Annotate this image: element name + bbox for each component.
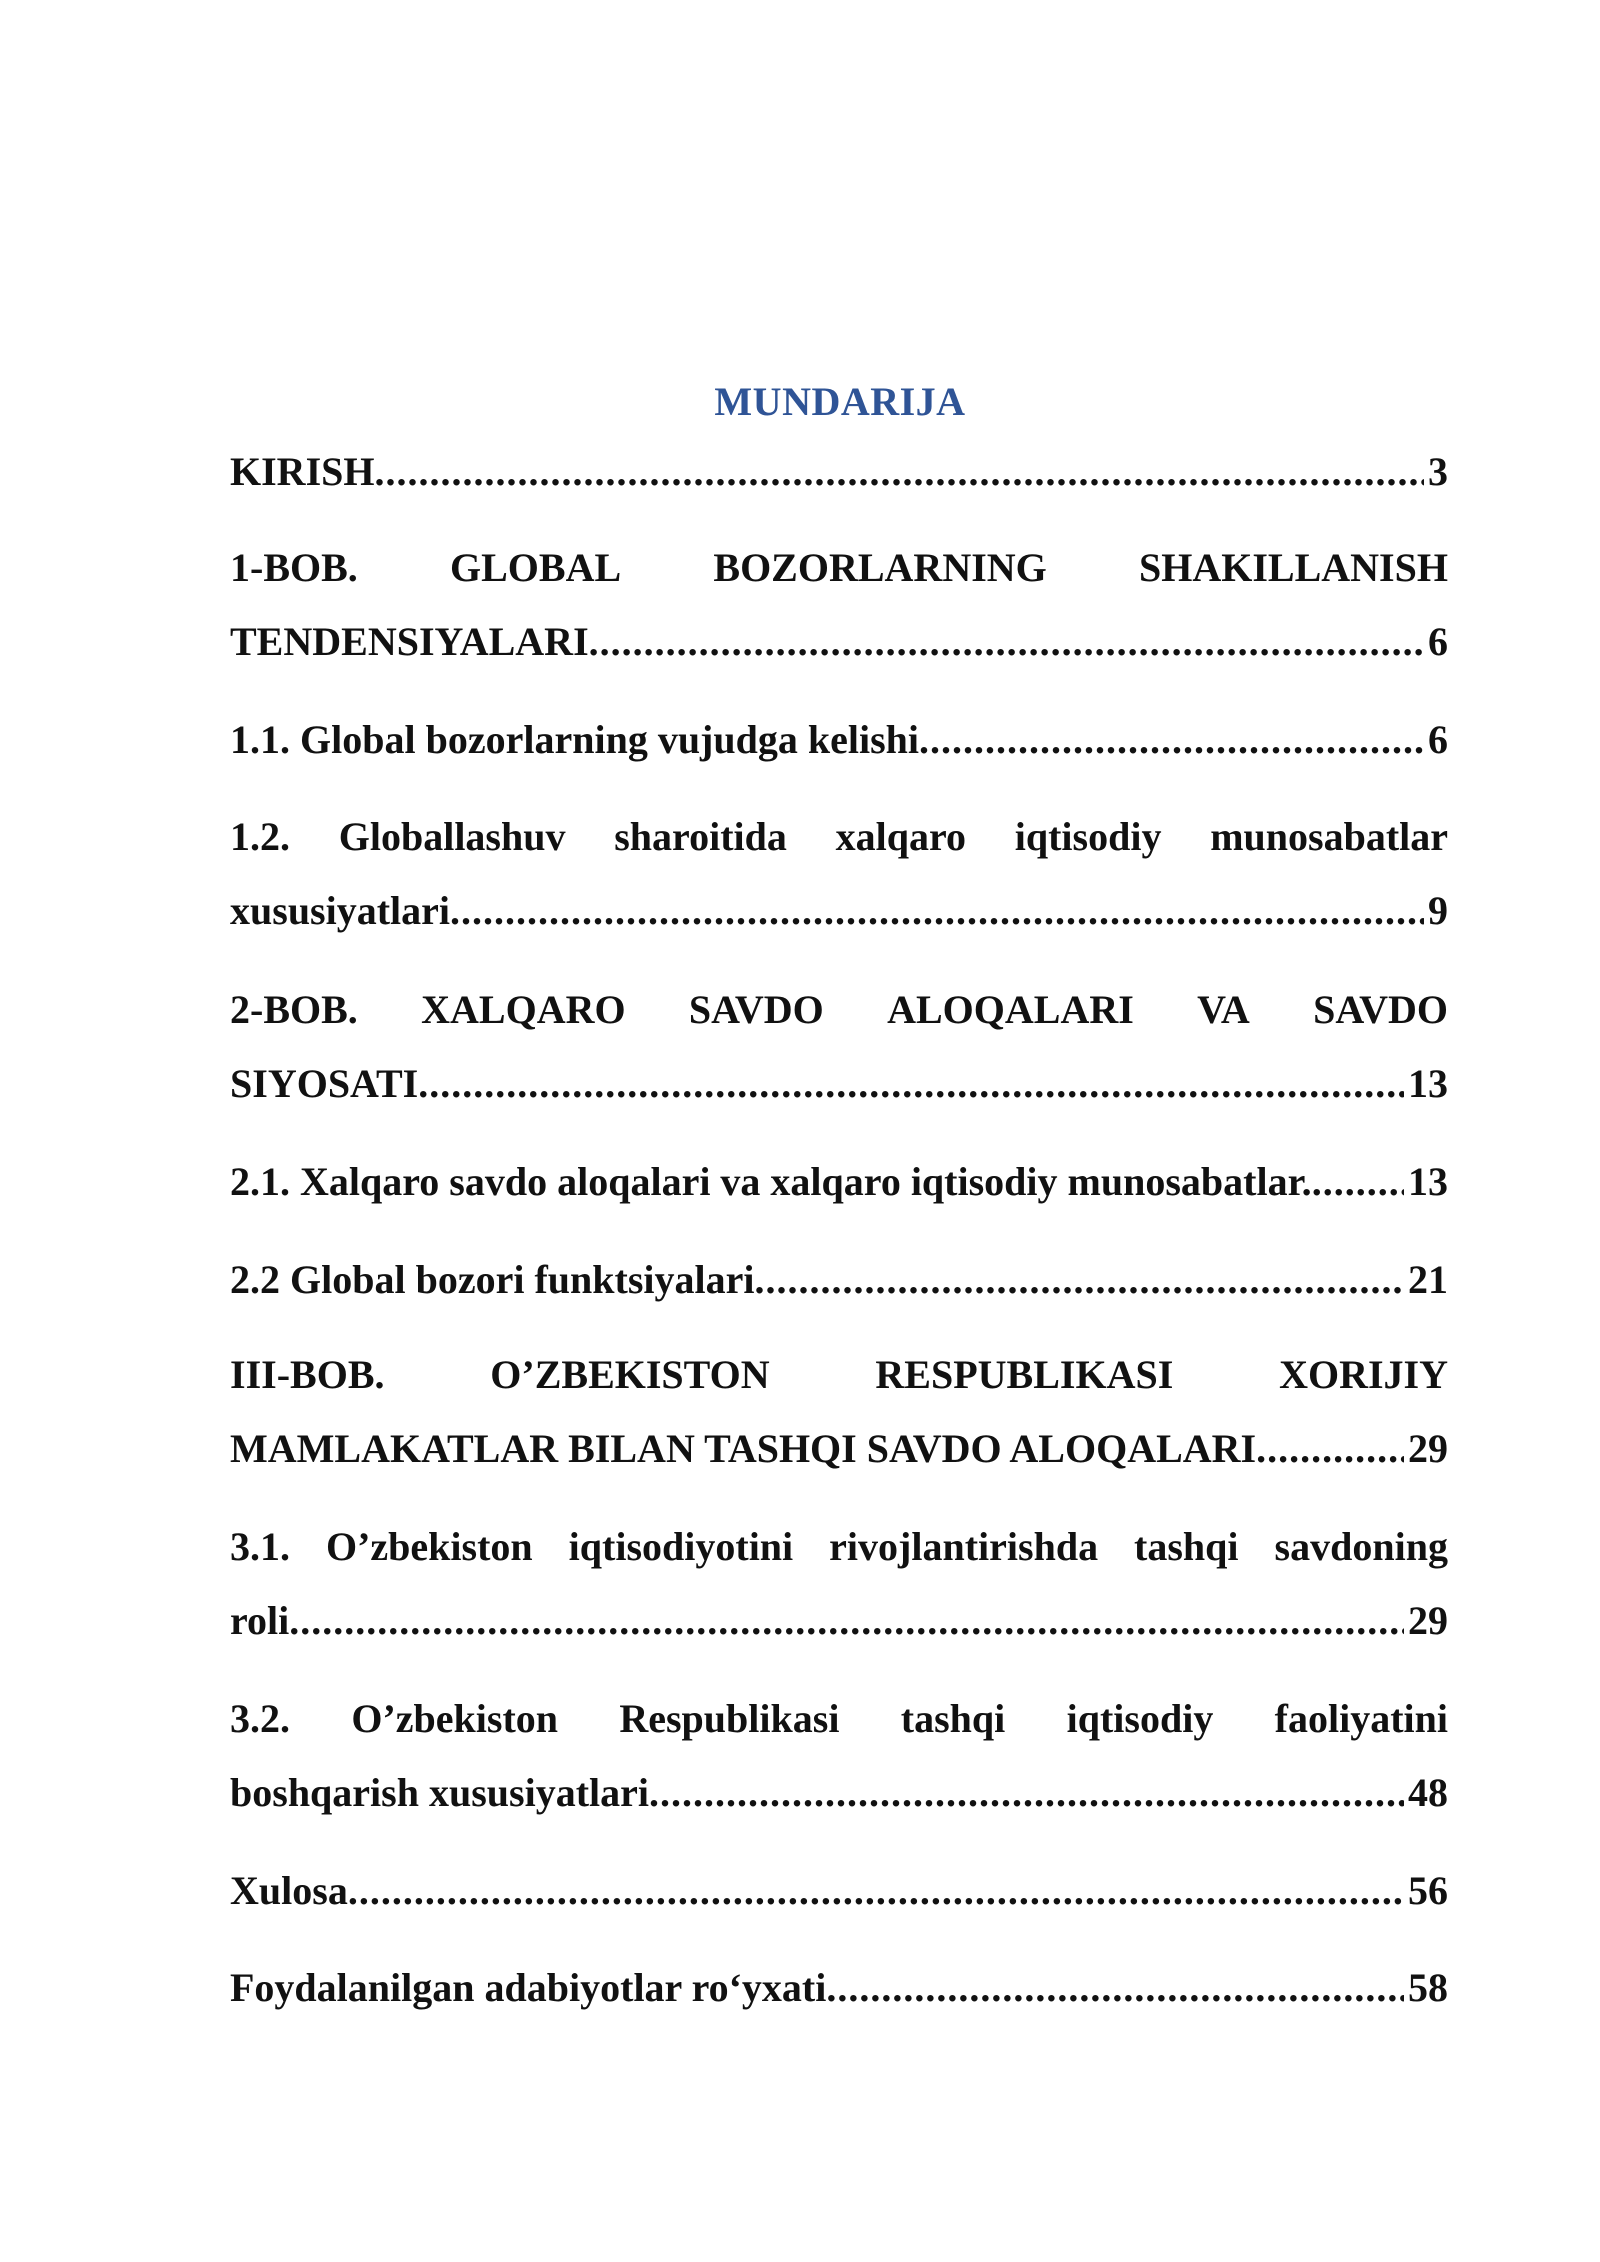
toc-page-number: 13 [1408, 1061, 1448, 1106]
toc-page-number: 6 [1428, 717, 1448, 762]
toc-entry-text: MAMLAKATLAR BILAN TASHQI SAVDO ALOQALARI [230, 1426, 1257, 1471]
toc-page-number: 9 [1428, 888, 1448, 933]
toc-word: faoliyatini [1274, 1696, 1448, 1741]
toc-word: XALQARO [421, 987, 626, 1032]
toc-entry-text: 1.1. Global bozorlarning vujudga kelishi [230, 717, 920, 762]
toc-entry-text: SIYOSATI [230, 1061, 419, 1106]
toc-word: 3.1. [230, 1524, 290, 1569]
toc-word: O’zbekiston [351, 1696, 559, 1741]
toc-entry-line [230, 1419, 1448, 1479]
toc-word: XORIJIY [1279, 1352, 1448, 1397]
toc-entry-line [230, 1958, 1448, 2018]
dot-leader [450, 881, 1424, 941]
toc-word: 3.2. [230, 1696, 290, 1741]
toc-word: RESPUBLIKASI [875, 1352, 1174, 1397]
toc-entry-line [230, 881, 1448, 941]
toc-page-number: 21 [1408, 1257, 1448, 1302]
dot-leader [418, 1054, 1404, 1114]
toc-entry-line [230, 1591, 1448, 1651]
dot-leader [1256, 1419, 1404, 1479]
toc-entry-text [230, 1689, 1448, 1749]
toc-page-number: 48 [1408, 1770, 1448, 1815]
toc-entry-text [230, 1345, 1448, 1405]
toc-entry-text [230, 807, 1448, 867]
toc-word: III-BOB. [230, 1352, 385, 1397]
toc-entry-text: Xulosa [230, 1868, 348, 1913]
toc-entry-line [230, 442, 1448, 502]
toc-page-number: 29 [1408, 1426, 1448, 1471]
dot-leader [755, 1250, 1405, 1310]
dot-leader [919, 710, 1424, 770]
toc-word: savdoning [1274, 1524, 1448, 1569]
toc-page-number: 3 [1428, 449, 1448, 494]
toc-entry-text: Foydalanilgan adabiyotlar ro‘yxati [230, 1965, 827, 2010]
toc-page-number: 13 [1408, 1159, 1448, 1204]
toc-entry-line [230, 1152, 1448, 1212]
toc-entry-text: 2.1. Xalqaro savdo aloqalari va xalqaro iqtisodiy munosabatlar. [230, 1159, 1312, 1204]
dot-leader [649, 1763, 1404, 1823]
toc-word: SAVDO [1313, 987, 1448, 1032]
toc-word: ALOQALARI [887, 987, 1134, 1032]
toc-title: MUNDARIJA [714, 379, 966, 424]
toc-entry-line [230, 1861, 1448, 1921]
toc-word: tashqi [900, 1696, 1006, 1741]
toc-entry-line [230, 1250, 1448, 1310]
dot-leader [826, 1958, 1404, 2018]
toc-entry-text: 2.2 Global bozori funktsiyalari [230, 1257, 755, 1302]
toc-entry-text: KIRISH [230, 449, 375, 494]
dot-leader [289, 1591, 1404, 1651]
toc-word: iqtisodiy [1014, 814, 1162, 859]
toc-entry-text [230, 980, 1448, 1040]
toc-word: tashqi [1134, 1524, 1239, 1569]
toc-entry-line [230, 612, 1448, 672]
toc-word: sharoitida [614, 814, 787, 859]
toc-word: VA [1197, 987, 1250, 1032]
toc-entry-text: boshqarish xususiyatlari [230, 1770, 650, 1815]
toc-entry-text: xususiyatlari [230, 888, 451, 933]
toc-entry-text [230, 1517, 1448, 1577]
toc-word: 1.2. [230, 814, 290, 859]
toc-entry-line [230, 710, 1448, 770]
toc-word: munosabatlar [1210, 814, 1448, 859]
toc-word: xalqaro [835, 814, 966, 859]
toc-word: iqtisodiy [1066, 1696, 1214, 1741]
toc-word: GLOBAL [450, 545, 622, 590]
toc-entry-text [230, 538, 1448, 598]
dot-leader [589, 612, 1424, 672]
toc-word: iqtisodiyotini [568, 1524, 794, 1569]
dot-leader [375, 442, 1425, 502]
toc-page-number: 6 [1428, 619, 1448, 664]
toc-word: 2-BOB. [230, 987, 358, 1032]
toc-entry-text: TENDENSIYALARI [230, 619, 589, 664]
toc-word: SAVDO [688, 987, 824, 1032]
toc-entry-text: roli [230, 1598, 290, 1643]
toc-word: SHAKILLANISH [1139, 545, 1448, 590]
toc-word: BOZORLARNING [713, 545, 1047, 590]
toc-entry-line [230, 1054, 1448, 1114]
dot-leader [1312, 1152, 1404, 1212]
toc-page-number: 29 [1408, 1598, 1448, 1643]
toc-word: O’zbekiston [325, 1524, 533, 1569]
toc-word: O’ZBEKISTON [490, 1352, 770, 1397]
toc-word: Respublikasi [619, 1696, 840, 1741]
toc-word: 1-BOB. [230, 545, 358, 590]
toc-entry-line [230, 1763, 1448, 1823]
toc-page-number: 58 [1408, 1965, 1448, 2010]
toc-page-number: 56 [1408, 1868, 1448, 1913]
dot-leader [348, 1861, 1404, 1921]
toc-word: rivojlantirishda [829, 1524, 1099, 1569]
toc-word: Globallashuv [338, 814, 566, 859]
